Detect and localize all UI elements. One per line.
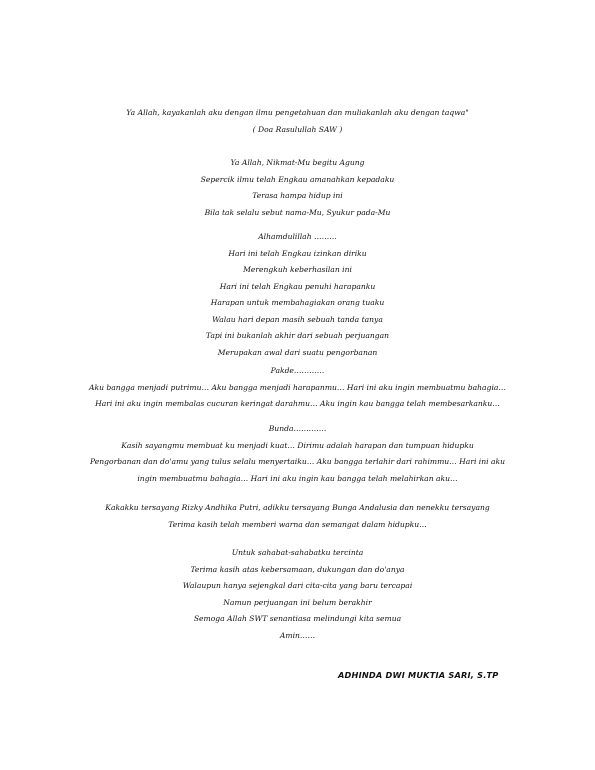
- bunda-line: ingin membuatmu bahagia… Hari ini aku ingin kau bangga telah melahirkan aku…: [137, 473, 458, 483]
- pakde-line: Hari ini aku ingin membalas cucuran keringat darahmu… Aku ingin kau bangga telah membesarkanku…: [95, 399, 500, 408]
- sahabat-line: Amin……: [279, 630, 316, 640]
- sahabat-line: Terima kasih atas kebersamaan, dukungan dan do'anya: [190, 564, 405, 574]
- sahabat-stanza: [100, 545, 495, 644]
- stanza-1-line: Bila tak selalu sebut nama-Mu, Syukur pada-Mu: [204, 207, 391, 217]
- stanza-2-line: Alhamdulillah ………: [258, 232, 337, 241]
- stanza-2-line: Merengkuh keberhasilan ini: [243, 265, 352, 274]
- bunda-line: Pengorbanan dan do'amu yang tulus selalu menyertaiku… Aku bangga terlahir dari rahimmu… Hari ini aku: [90, 457, 505, 466]
- stanza-2-line: Walau hari depan masih sebuah tanda tanya: [212, 314, 383, 324]
- stanza-1-line: Terasa hampa hidup ini: [252, 191, 343, 200]
- sahabat-line: Namun perjuangan ini belum berakhir: [223, 597, 372, 607]
- stanza-2: [100, 229, 495, 361]
- sahabat-line: Semoga Allah SWT senantiasa melindungi kita semua: [193, 614, 402, 623]
- stanza-2-line: Hari ini telah Engkau penuhi harapanku: [219, 281, 376, 291]
- stanza-1-line: Ya Allah, Nikmat-Mu begitu Agung: [230, 158, 365, 167]
- stanza-2-line: Tapi ini bukanlah akhir dari sebuah perjuangan: [205, 331, 390, 340]
- sahabat-line: Untuk sahabat-sahabatku tercinta: [231, 548, 364, 557]
- bunda-line: Kasih sayangmu membuat ku menjadi kuat… Dirimu adalah harapan dan tumpuan hidupku: [121, 440, 474, 450]
- stanza-1: [100, 155, 495, 221]
- doa-block: [100, 105, 495, 138]
- pakde-line: Aku bangga menjadi putrimu… Aku bangga menjadi harapanmu… Hari ini aku ingin membuatmu bahagia…: [89, 382, 506, 392]
- kakak-line: Terima kasih telah memberi warna dan semangat dalam hidupku…: [168, 519, 427, 529]
- doa-source: ( Doa Rasulullah SAW ): [252, 124, 343, 134]
- kakak-paragraph: [60, 500, 535, 533]
- bunda-paragraph: [60, 421, 535, 487]
- stanza-2-line: Harapan untuk membahagiakan orang tuaku: [210, 298, 385, 307]
- doa-quote: Ya Allah, kayakanlah aku dengan ilmu pengetahuan dan muliakanlah aku dengan taqwa": [126, 108, 469, 117]
- sahabat-line: Walaupun hanya sejengkal dari cita-cita yang baru tercapai: [182, 581, 413, 590]
- pakde-paragraph: [60, 363, 535, 413]
- stanza-1-line: Sepercik ilmu telah Engkau amanahkan kepadaku: [200, 174, 395, 184]
- kakak-line: Kakakku tersayang Rizky Andhika Putri, adikku tersayang Bunga Andalusia dan nenekku tersayang: [105, 503, 490, 512]
- bunda-line: Bunda………….: [268, 424, 327, 433]
- stanza-2-line: Merupakan awal dari suatu pengorbanan: [217, 347, 378, 357]
- author-signature: ADHINDA DWI MUKTIA SARI, S.TP: [338, 670, 499, 680]
- stanza-2-line: Hari ini telah Engkau izinkan diriku: [228, 248, 367, 258]
- pakde-line: Pakde…………: [270, 366, 325, 375]
